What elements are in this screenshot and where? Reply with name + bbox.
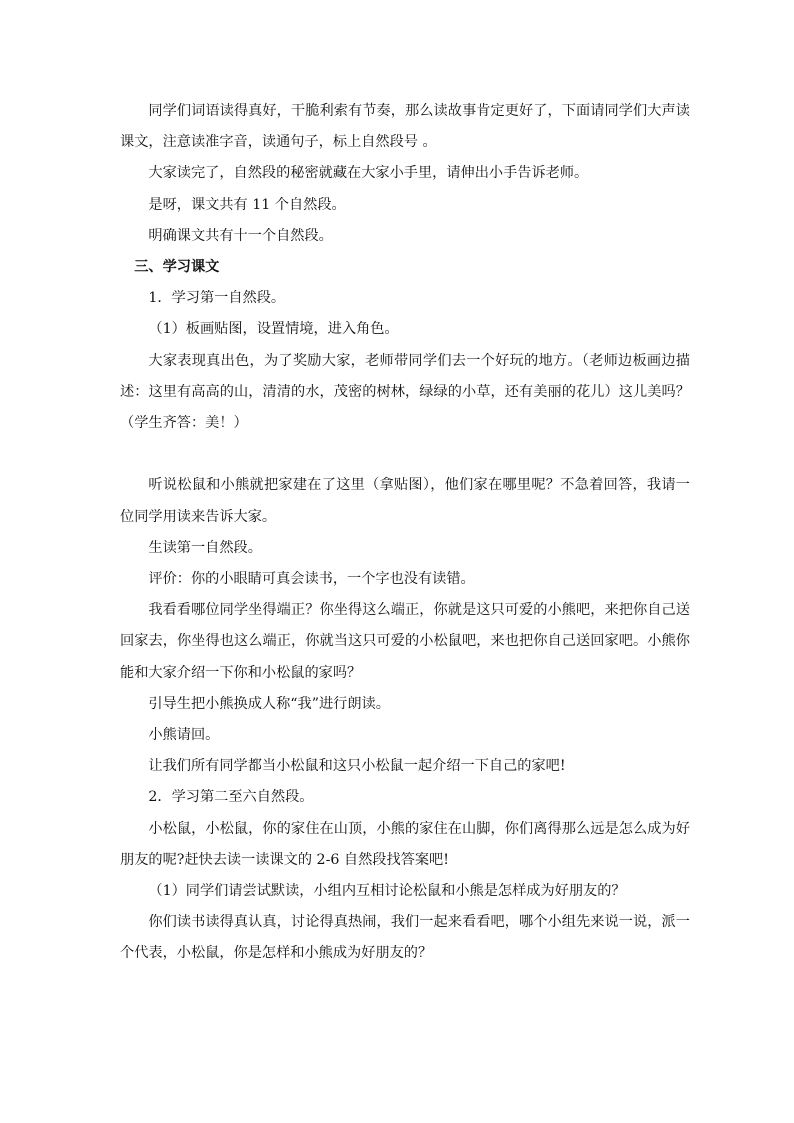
document-body (120, 96, 690, 970)
paragraph-13: 小松鼠，小松鼠，你的家住在山顶，小熊的家住在山脚，你们离得那么远是怎么成为好朋友的呢?赶快去读一读课文的 2-6 自然段找答案吧! (120, 820, 690, 868)
step-2: （1）同学们请尝试默读，小组内互相讨论松鼠和小熊是怎样成为好朋友的？ (148, 883, 626, 900)
paragraph-8: 评价：你的小眼睛可真会读书，一个字也没有读错。 (148, 571, 475, 588)
subheading-1: 1．学习第一自然段。 (148, 290, 286, 307)
paragraph-12: 让我们所有同学都当小松鼠和这只小松鼠一起介绍一下自己的家吧! (148, 758, 566, 775)
paragraph-14: 你们读书读得真认真，讨论得真热闹，我们一起来看看吧，哪个小组先来说一说，派一个代表，小松鼠，你是怎样和小熊成为好朋友的？ (120, 914, 690, 962)
paragraph-4: 明确课文共有十一个自然段。 (148, 227, 333, 244)
paragraph-1: 同学们词语读得真好，干脆利索有节奏，那么读故事肯定更好了，下面请同学们大声读课文，注意读准字音，读通句子，标上自然段号 。 (120, 103, 690, 151)
section-heading-3: 三、学习课文 (134, 259, 220, 276)
blank-line (120, 439, 690, 470)
paragraph-9: 我看看哪位同学坐得端正？你坐得这么端正，你就是这只可爱的小熊吧，来把你自己送回家去，你坐得也这么端正，你就当这只可爱的小松鼠吧，来也把你自己送回家吧。小熊你能和大家介绍一下你和小松鼠的家吗？ (120, 602, 690, 681)
paragraph-6: 听说松鼠和小熊就把家建在了这里（拿贴图），他们家在哪里呢？不急着回答，我请一位同学用读来告诉大家。 (120, 477, 690, 525)
paragraph-3: 是呀，课文共有 11 个自然段。 (148, 196, 346, 213)
subheading-2: 2．学习第二至六自然段。 (148, 789, 314, 806)
paragraph-5: 大家表现真出色，为了奖励大家，老师带同学们去一个好玩的地方。（老师边板画边描述：这里有高高的山，清清的水，茂密的树林，绿绿的小草，还有美丽的花儿）这儿美吗？（学生齐答：美！） (120, 352, 690, 432)
paragraph-2: 大家读完了，自然段的秘密就藏在大家小手里，请伸出小手告诉老师。 (148, 165, 589, 182)
paragraph-7: 生读第一自然段。 (148, 539, 262, 556)
paragraph-11: 小熊请回。 (148, 727, 220, 744)
step-1: （1）板画贴图，设置情境，进入角色。 (148, 321, 399, 338)
paragraph-10: 引导生把小熊换成人称“我”进行朗读。 (148, 695, 390, 712)
